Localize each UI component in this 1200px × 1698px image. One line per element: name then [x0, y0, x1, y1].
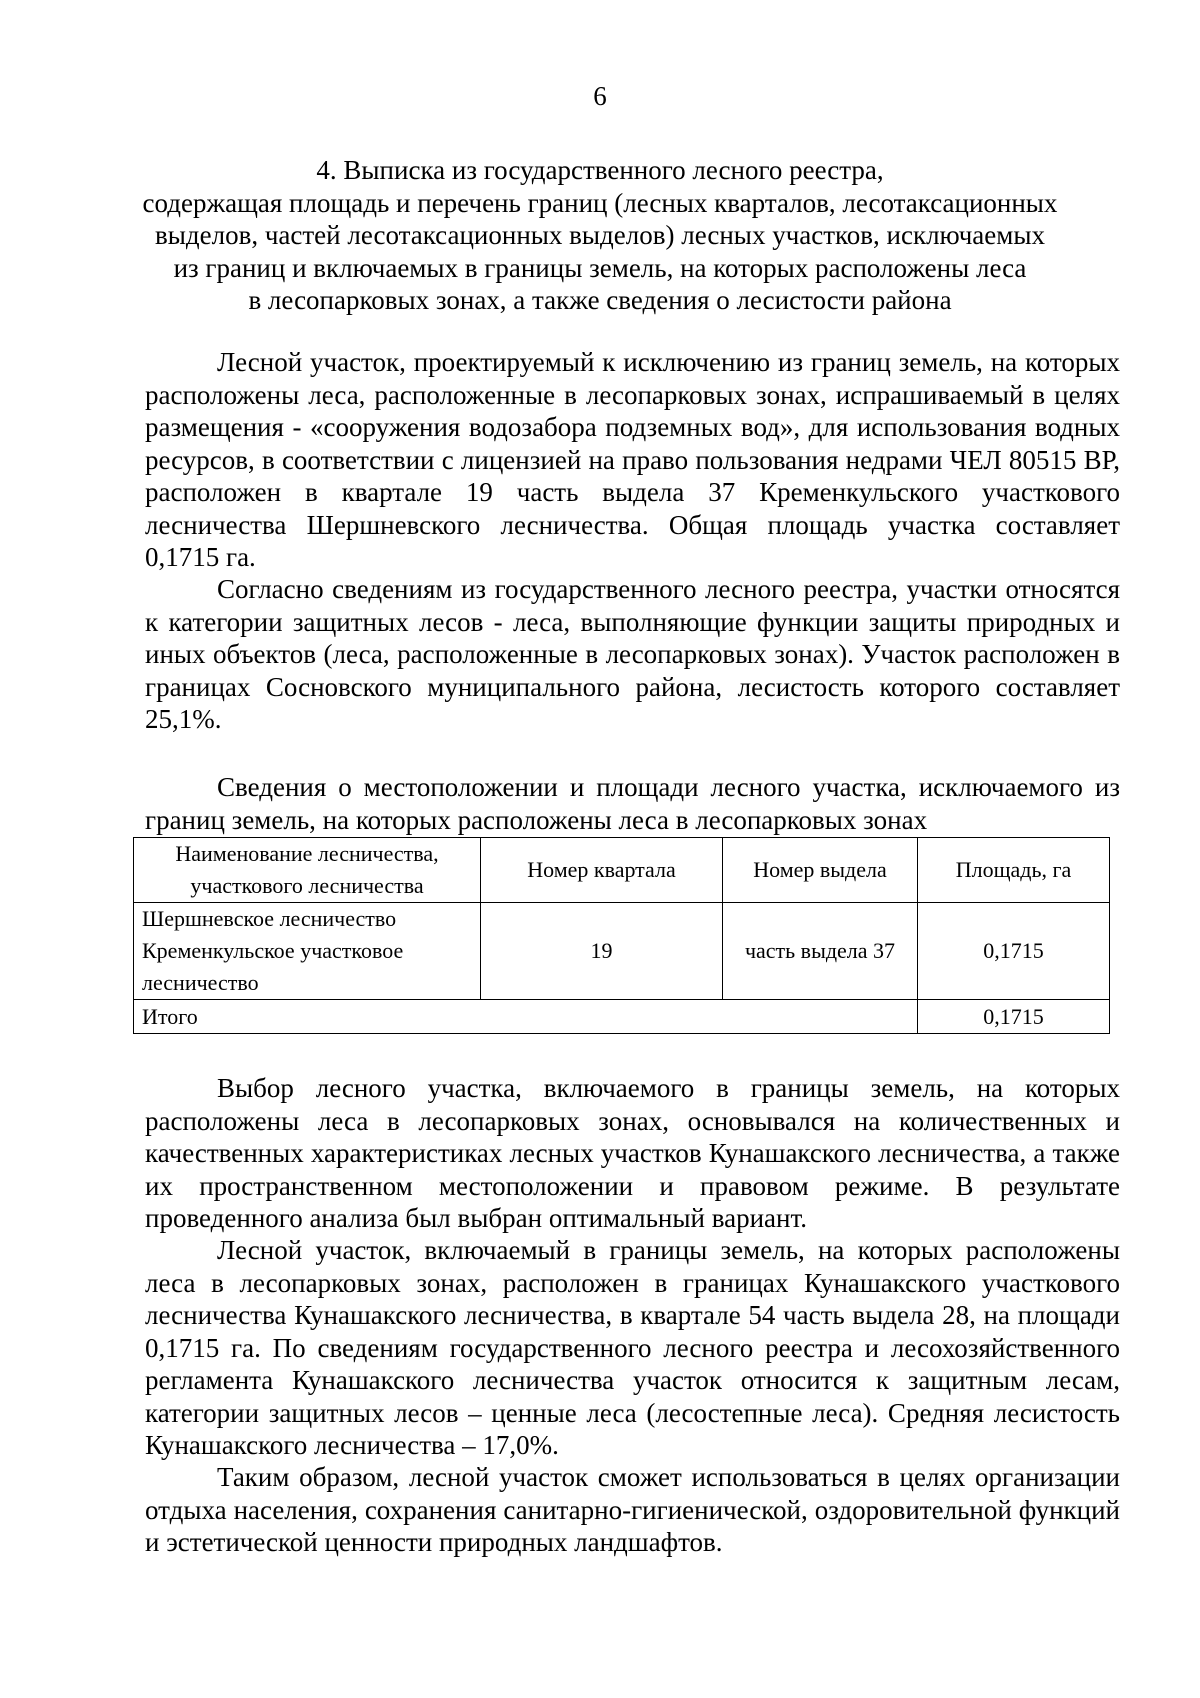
total-area: 0,1715 [918, 1000, 1110, 1034]
table-row [134, 903, 1110, 1000]
plot-location-table [133, 837, 1110, 1034]
paragraph-forest-category: Согласно сведениям из государственного лесного реестра, участки относятся к категории защитных лесов - леса, выполняющие функции защиты природных и иных объектов (леса, расположенные в лесопарковых зонах). Участок расположен в границах Сосновского муниципального района, лесистость которого составляет 25,1%. [145, 574, 1120, 734]
paragraph-plot-selection: Выбор лесного участка, включаемого в границы земель, на которых расположены леса в лесопарковых зонах, основывался на количественных и качественных характеристиках лесных участков Кунашакского лесничества, а также их пространственном местоположении и правовом режиме. В результате проведенного анализа был выбран оптимальный вариант. [145, 1073, 1120, 1233]
paragraph-excluded-plot: Лесной участок, проектируемый к исключению из границ земель, на которых расположены леса, расположенные в лесопарковых зонах, испрашиваемый в целях размещения - «сооружения водозабора подземных вод», для использования водных ресурсов, в соответствии с лицензией на право пользования недрами ЧЕЛ 80515 ВР, расположен в квартале 19 часть выдела 37 Кременкульского участкового лесничества Шершневского лесничества. Общая площадь участка составляет 0,1715 га. [145, 347, 1120, 572]
heading-line: содержащая площадь и перечень границ (лесных кварталов, лесотаксационных [142, 187, 1058, 218]
heading-line: в лесопарковых зонах, а также сведения о лесистости района [248, 285, 952, 315]
table-total-row [134, 1000, 1110, 1034]
cell-kvartal: 19 [481, 903, 723, 1000]
paragraph-included-plot: Лесной участок, включаемый в границы земель, на которых расположены леса в лесопарковых зонах, расположен в границах Кунашакского участкового лесничества Кунашакского лесничества, в квартале 54 часть выдела 28, на площади 0,1715 га. По сведениям государственного лесного реестра и лесохозяйственного регламента Кунашакского лесничества участок относится к защитным лесам, категории защитных лесов – ценные леса (лесостепные леса). Средняя лесистость Кунашакского лесничества – 17,0%. [145, 1235, 1120, 1460]
cell-area: 0,1715 [918, 903, 1110, 1000]
heading-line: 4. Выписка из государственного лесного реестра, [316, 155, 884, 185]
table-header-row [134, 838, 1110, 903]
cell-forestry-name: Шершневское лесничество Кременкульское участковое лесничество [134, 903, 481, 1000]
table-caption: Сведения о местоположении и площади лесного участка, исключаемого из границ земель, на которых расположены леса в лесопарковых зонах [145, 772, 1120, 835]
header-vydel-number: Номер выдела [723, 838, 918, 903]
section-heading [120, 154, 1080, 317]
header-area: Площадь, га [918, 838, 1110, 903]
total-label: Итого [134, 1000, 918, 1034]
heading-line: из границ и включаемых в границы земель, на которых расположены леса [173, 252, 1027, 283]
page-number: 6 [593, 81, 607, 111]
cell-vydel: часть выдела 37 [723, 903, 918, 1000]
header-forestry-name: Наименование лесничества, участкового лесничества [134, 838, 481, 903]
paragraph-conclusion: Таким образом, лесной участок сможет использоваться в целях организации отдыха населения, сохранения санитарно-гигиенической, оздоровительной функций и эстетической ценности природных ландшафтов. [145, 1462, 1120, 1557]
header-kvartal-number: Номер квартала [481, 838, 723, 903]
heading-line: выделов, частей лесотаксационных выделов) лесных участков, исключаемых [155, 220, 1045, 250]
